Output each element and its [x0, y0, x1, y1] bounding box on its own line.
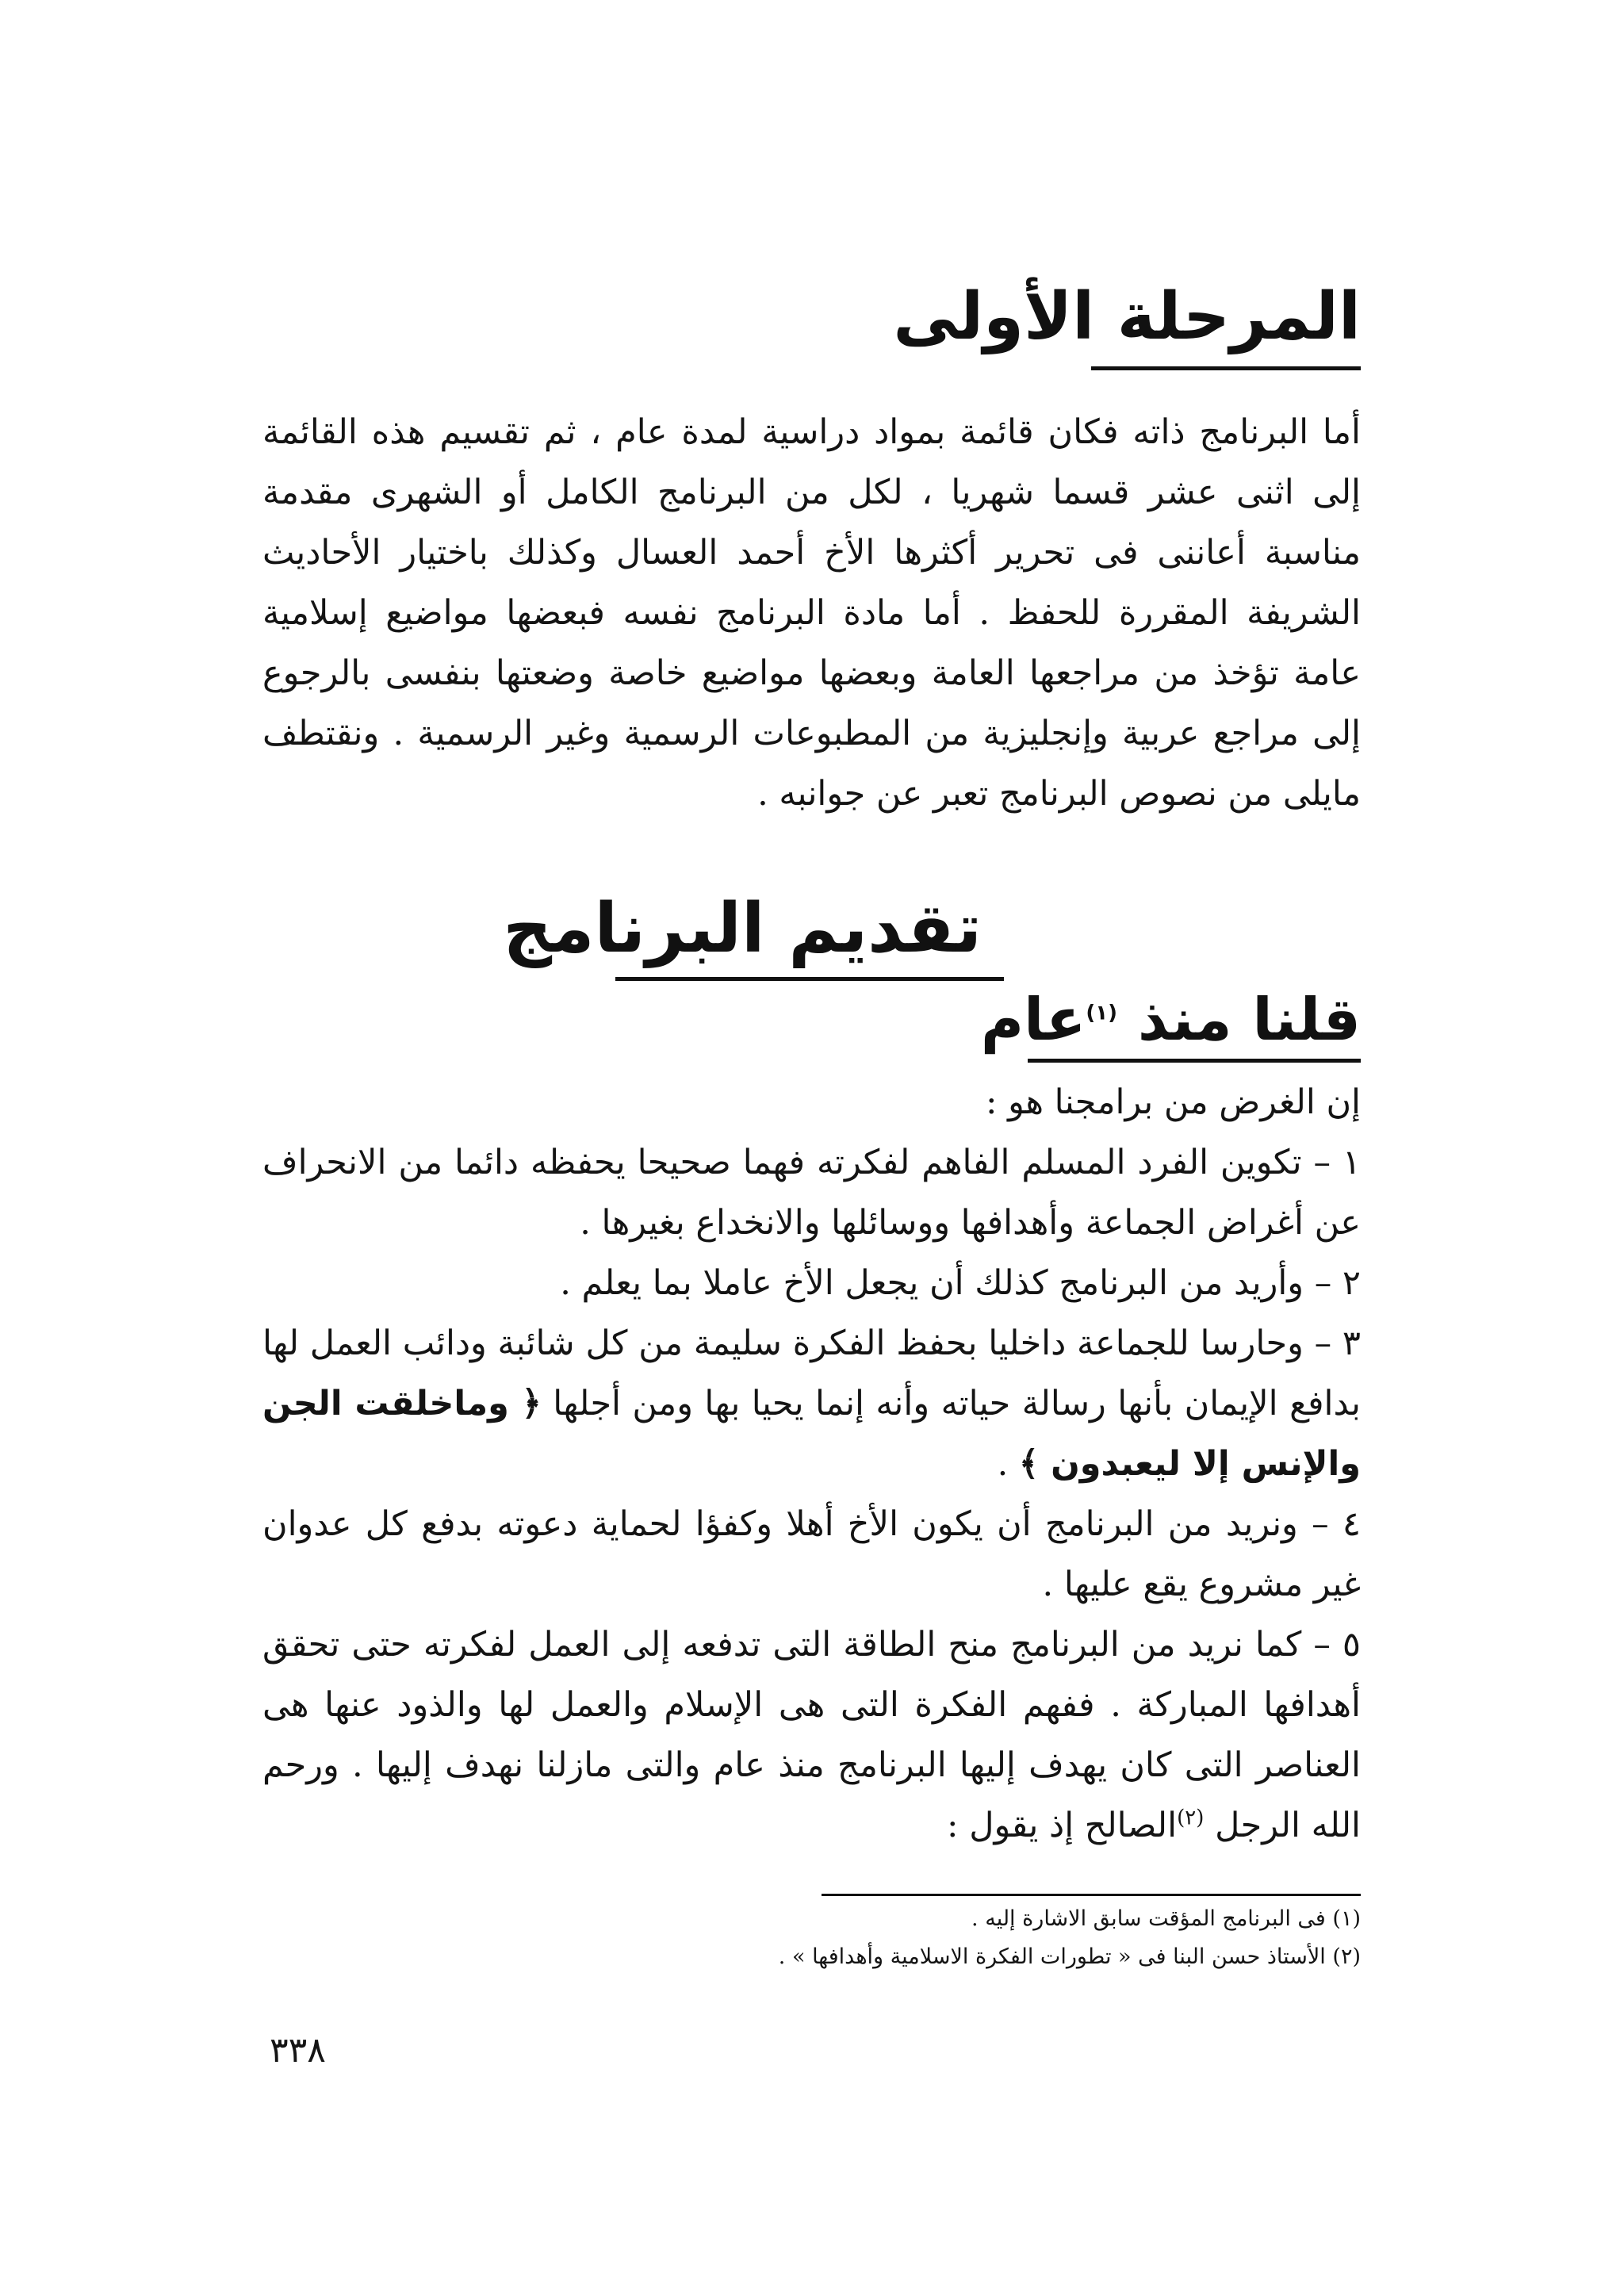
item-four: ٤ – ونريد من البرنامج أن يكون الأخ أهلا وكفؤا لحماية دعوته بدفع كل عدوان غير مشروع يقع عليها .	[262, 1504, 1361, 1604]
item-five	[262, 1615, 1361, 1856]
footnote-marker-2: (٢)	[1177, 1806, 1205, 1830]
goal-line: إن الغرض من برامجنا هو :	[985, 1082, 1361, 1122]
item-two: ٢ – وأريد من البرنامج كذلك أن يجعل الأخ عاملا بما يعلم .	[560, 1263, 1361, 1303]
footnote-2: (٢) الأستاذ حسن البنا فى « تطورات الفكرة الاسلامية وأهدافها » .	[778, 1944, 1361, 1969]
footnote-separator	[822, 1894, 1361, 1896]
subheading-text: قلنا منذ	[1137, 986, 1361, 1054]
page-number: ٣٣٨	[270, 2030, 326, 2071]
item-five-end: الصالح إذ يقول :	[947, 1806, 1178, 1845]
quran-quote: ﴿ وماخلقت الجن والإنس إلا ليعبدون ﴾	[262, 1384, 1361, 1484]
footnote-marker-1: (١)	[1086, 1001, 1118, 1025]
item-five-text: ٥ – كما نريد من البرنامج منح الطاقة التى تدفعه إلى العمل لفكرته حتى تحقق أهدافها المباركة . ففهم الفكرة التى هى الإسلام والعمل لها والذود عنها هى العناصر التى كان يهدف إليها البرنامج منذ عام والتى مازلنا نهدف إليها . ورحم الله الرجل	[262, 1625, 1361, 1845]
subheading-underline	[1028, 1059, 1361, 1063]
item-three-end: .	[997, 1444, 1019, 1484]
item-three-text: ٣ – وحارسا للجماعة داخليا بحفظ الفكرة سليمة من كل شائبة ودائب العمل لها بدافع الإيمان بأنها رسالة حياته وأنه إنما يحيا بها ومن أجلها	[262, 1324, 1362, 1423]
intro-paragraph: أما البرنامج ذاته فكان قائمة بمواد دراسية لمدة عام ، ثم تقسيم هذه القائمة إلى اثنى عشر قسما شهريا ، لكل من البرنامج الكامل أو الشهرى مقدمة مناسبة أعاننى فى تحرير أكثرها الأخ أحمد العسال وكذلك باختيار الأحاديث الشريفة المقررة للحفظ . أما مادة البرنامج نفسه فبعضها مواضيع إسلامية عامة تؤخذ من مراجعها العامة وبعضها مواضيع خاصة وضعتها بنفسى بالرجوع إلى مراجع عربية وإنجليزية من المطبوعات الرسمية وغير الرسمية . ونقتطف مايلى من نصوص البرنامج تعبر عن جوانبه .	[262, 412, 1361, 814]
heading-stage-one: المرحلة الأولى	[893, 279, 1361, 354]
heading-program-intro-underline	[615, 977, 1004, 981]
heading-program-intro: تقديم البرنامج	[503, 889, 982, 968]
item-one: ١ – تكوين الفرد المسلم الفاهم لفكرته فهما صحيحا يحفظه دائما من الانحراف عن أغراض الجماعة وأهدافها ووسائلها والانخداع بغيرها .	[262, 1143, 1361, 1243]
subheading-text-end: عام	[980, 986, 1086, 1054]
item-three	[262, 1313, 1361, 1494]
subheading-since-a-year	[981, 982, 1361, 1058]
heading-stage-underline	[1091, 366, 1361, 370]
footnote-1: (١) فى البرنامج المؤقت سابق الاشارة إليه .	[971, 1906, 1361, 1931]
